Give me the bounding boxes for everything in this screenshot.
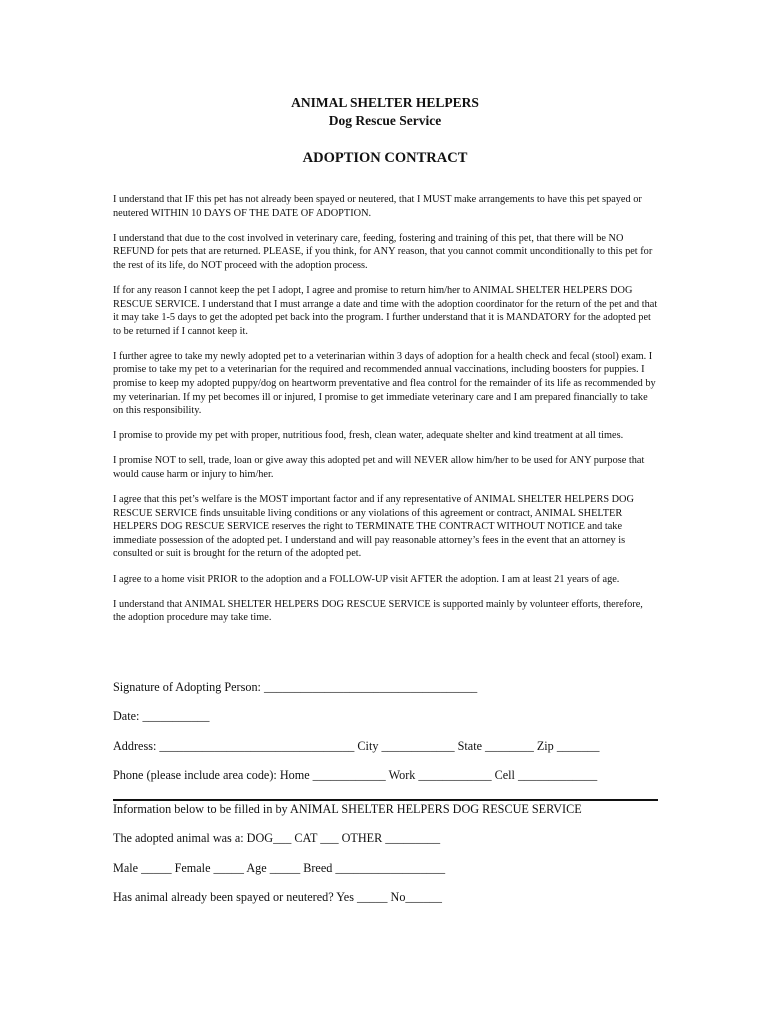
document-header <box>0 94 770 167</box>
animal-type-field[interactable]: The adopted animal was a: DOG___ CAT ___ OTHER _________ <box>113 831 441 846</box>
phone-field[interactable]: Phone (please include area code): Home ____________ Work ____________ Cell _____________ <box>113 768 598 783</box>
paragraph-home-visit: I agree to a home visit PRIOR to the adoption and a FOLLOW-UP visit AFTER the adoption. I am at least 21 years of age. <box>113 573 620 585</box>
adopter-fields <box>113 680 658 798</box>
spayed-neutered-field[interactable]: Has animal already been spayed or neutered? Yes _____ No______ <box>113 890 442 905</box>
contract-terms <box>113 193 658 636</box>
paragraph-veterinary-care: I further agree to take my newly adopted pet to a veterinarian within 3 days of adoption for a health check and fecal (stool) exam. I promise to take my pet to a veterinarian for the required and recommended annual vaccinations, including boosters for puppies. I promise to keep my adopted puppy/dog on heartworm preventative and flea control for the remainder of its life as recommended by my veterinarian. If my pet becomes ill or injured, I promise to get immediate veterinary care and I am prepared financially to take on this responsibility. <box>113 350 656 417</box>
office-use-heading: Information below to be filled in by ANIMAL SHELTER HELPERS DOG RESCUE SERVICE <box>113 802 582 816</box>
paragraph-spay-neuter: I understand that IF this pet has not already been spayed or neutered, that I MUST make arrangements to have this pet spayed or neutered WITHIN 10 DAYS OF THE DATE OF ADOPTION. <box>113 194 642 219</box>
paragraph-welfare: I agree that this pet’s welfare is the MOST important factor and if any representative of ANIMAL SHELTER HELPERS DOG RESCUE SERVICE finds unsuitable living conditions or any violations of this agreement or contract, ANIMAL SHELTER HELPERS DOG RESCUE SERVICE reserves the right to TERMINATE THE CONTRACT WITHOUT NOTICE and take immediate possession of the adopted pet. I understand and will pay reasonable attorney’s fees in the event that an attorney is consulted or suit is brought for the return of the adopted pet. <box>113 494 634 560</box>
animal-details-field[interactable]: Male _____ Female _____ Age _____ Breed __________________ <box>113 860 446 875</box>
date-field[interactable]: Date: ___________ <box>113 709 210 724</box>
office-use-section <box>113 802 658 920</box>
paragraph-no-sale: I promise NOT to sell, trade, loan or give away this adopted pet and will NEVER allow him/her to be used for ANY purpose that would cause harm or injury to him/her. <box>113 455 645 480</box>
address-field[interactable]: Address: ________________________________ City ____________ State ________ Zip _______ <box>113 738 600 753</box>
signature-field[interactable]: Signature of Adopting Person: ___________________________________ <box>113 680 478 694</box>
paragraph-proper-care: I promise to provide my pet with proper, nutritious food, fresh, clean water, adequate shelter and kind treatment at all times. <box>113 430 624 442</box>
paragraph-volunteer: I understand that ANIMAL SHELTER HELPERS DOG RESCUE SERVICE is supported mainly by volunteer efforts, therefore, the adoption procedure may take time. <box>113 598 643 624</box>
org-name: ANIMAL SHELTER HELPERS <box>291 95 479 110</box>
section-divider <box>113 799 658 801</box>
contract-title: ADOPTION CONTRACT <box>302 150 468 166</box>
paragraph-no-refund: I understand that due to the cost involved in veterinary care, feeding, fostering and training of this pet, that there will be NO REFUND for pets that are returned. PLEASE, if you think, for ANY reason, that you cannot commit unconditionally to this pet for the rest of its life, do NOT proceed with the adoption process. <box>113 232 653 271</box>
service-name: Dog Rescue Service <box>328 113 442 128</box>
paragraph-return-policy: If for any reason I cannot keep the pet I adopt, I agree and promise to return him/her to ANIMAL SHELTER HELPERS DOG RESCUE SERVICE. I understand that I must arrange a date and time with the adoption coordinator for the return of the pet and that it may take 1-5 days to get the adopted pet back into the program. I further understand that it is MANDATORY for the adopted pet to be returned if I cannot keep it. <box>113 284 658 337</box>
